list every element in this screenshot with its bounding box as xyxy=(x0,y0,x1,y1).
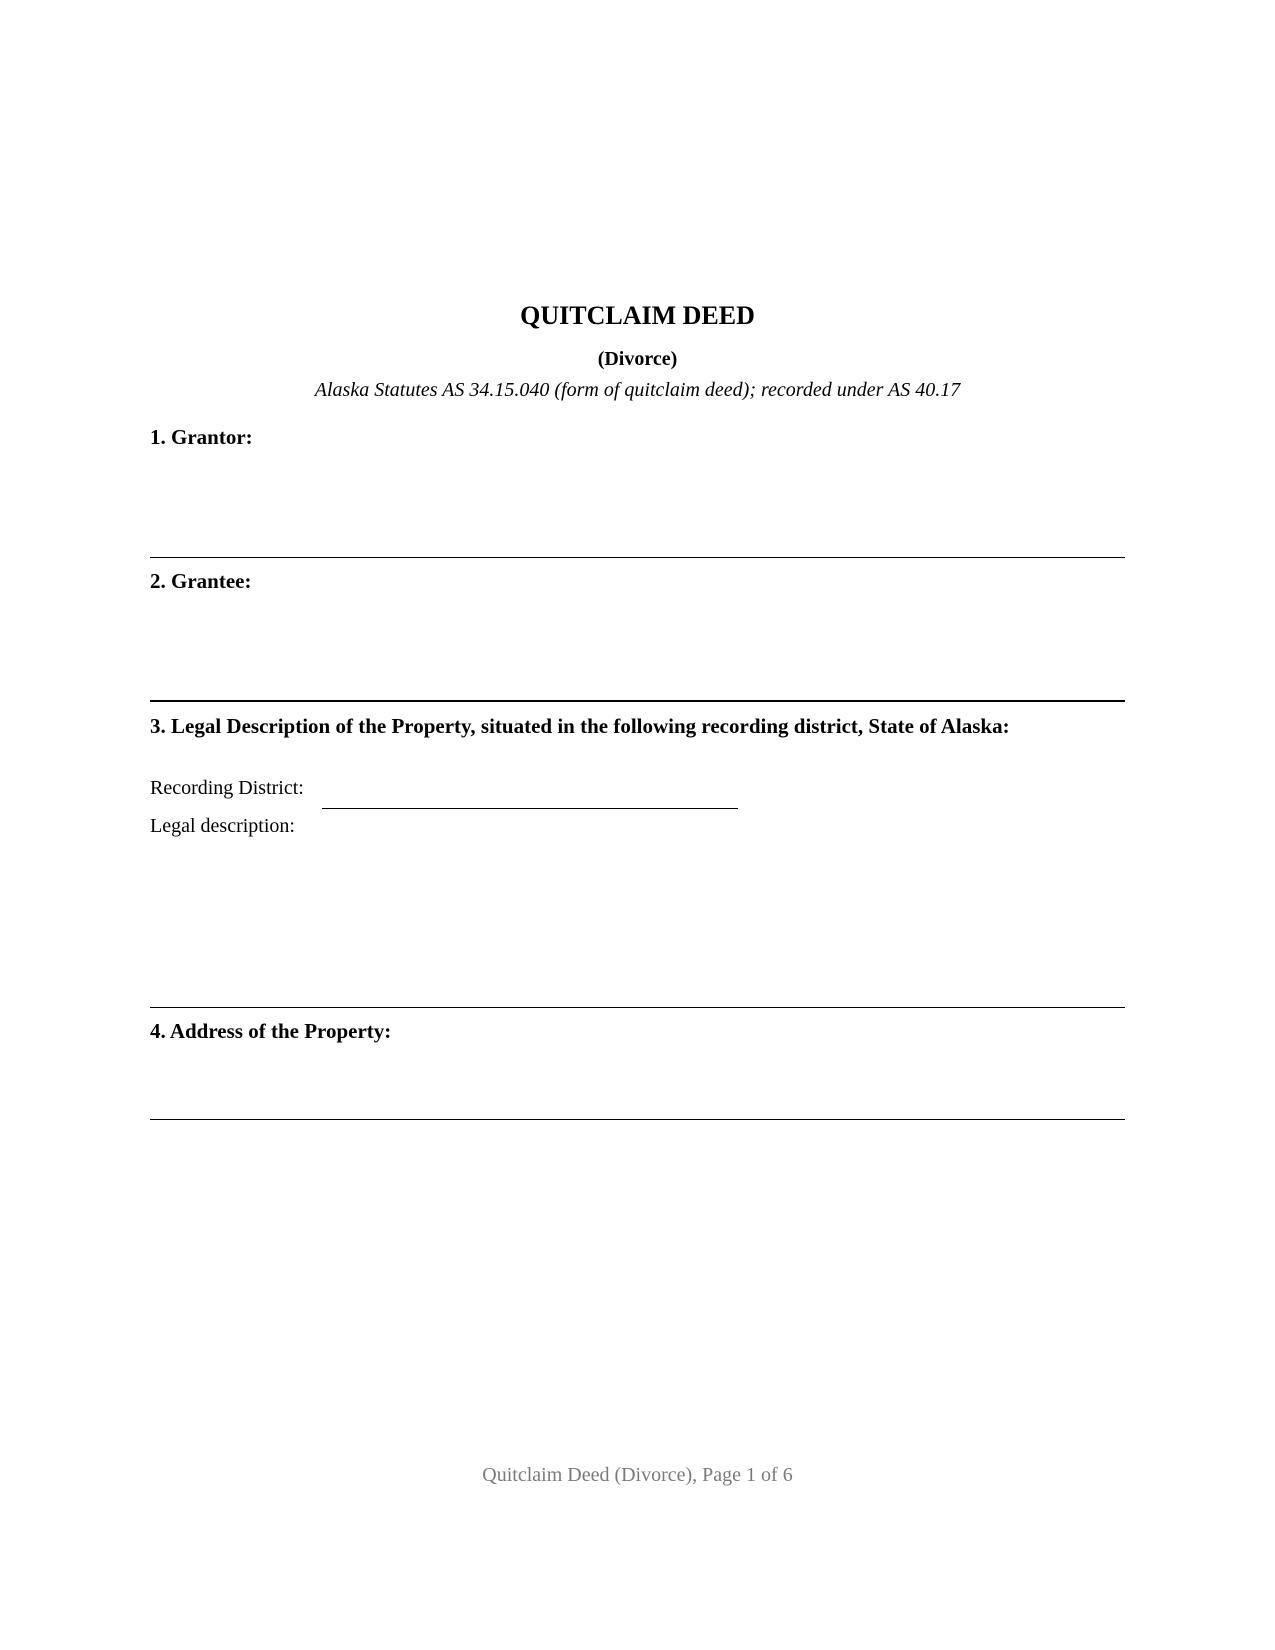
grantee-entry-area[interactable] xyxy=(150,596,1125,699)
grantor-entry-area[interactable] xyxy=(150,452,1125,556)
address-entry-area[interactable] xyxy=(150,1046,1125,1118)
legal-description-label: Legal description: xyxy=(150,815,295,837)
statute-citation: Alaska Statutes AS 34.15.040 (form of quitclaim deed); recorded under AS 40.17 xyxy=(314,379,961,401)
recording-district-field[interactable] xyxy=(322,808,738,809)
page-footer: Quitclaim Deed (Divorce), Page 1 of 6 xyxy=(482,1464,793,1486)
address-heading: 4. Address of the Property: xyxy=(150,1019,392,1043)
recording-district-label: Recording District: xyxy=(150,777,304,799)
legal-description-rule xyxy=(150,1007,1125,1008)
legal-description-entry-area[interactable] xyxy=(150,842,1125,1006)
grantor-heading: 1. Grantor: xyxy=(150,425,253,449)
document-subtitle: (Divorce) xyxy=(597,348,678,370)
grantee-heading: 2. Grantee: xyxy=(150,569,252,593)
legal-description-heading: 3. Legal Description of the Property, situated in the following recording district, State of Alaska: xyxy=(150,714,1010,738)
grantee-rule xyxy=(150,700,1125,702)
grantor-rule xyxy=(150,557,1125,558)
document-title: QUITCLAIM DEED xyxy=(520,301,755,330)
address-rule xyxy=(150,1119,1125,1120)
